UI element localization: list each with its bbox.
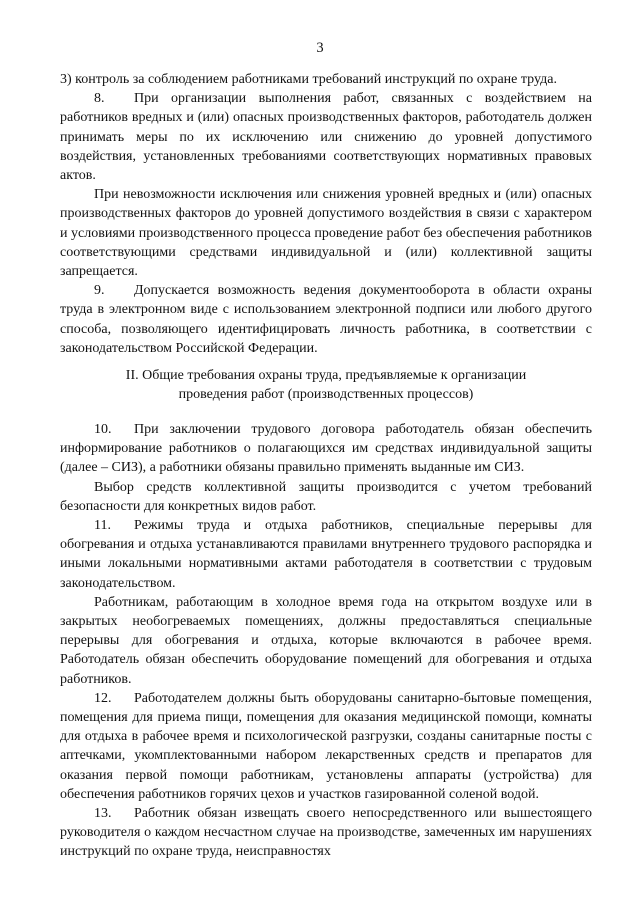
item-number: 9. xyxy=(94,283,105,299)
paragraph xyxy=(60,185,592,281)
paragraph-text: Работник обязан извещать своего непосредственного или вышестоящего руководителя о каждом несчастном случае на производстве, замеченных им нарушениях инструкций по охране труда, неисправностях xyxy=(60,806,592,860)
page-number: 3 xyxy=(316,40,324,56)
item-number: 8. xyxy=(94,91,105,107)
section-title-line-1: II. Общие требования охраны труда, предъявляемые к организации xyxy=(125,368,527,383)
paragraph-12 xyxy=(60,689,592,804)
paragraph-text: Допускается возможность ведения документооборота в области охраны труда в электронном виде с использованием электронной подписи или любого другого способа, позволяющего идентифицировать личность работника, в соответствии с законодательством Российской Федерации. xyxy=(60,283,592,356)
paragraph-8 xyxy=(60,89,592,185)
text-block-top xyxy=(60,70,592,358)
paragraph-text: 3) контроль за соблюдением работниками требований инструкций по охране труда. xyxy=(60,72,557,87)
item-number: 12. xyxy=(94,690,112,706)
paragraph-text: При невозможности исключения или снижения уровней вредных и (или) опасных производственных факторов до уровней допустимого воздействия в связи с характером и условиями производственного процесса проведение работ без обеспечения работников соответствующими средствами индивидуальной и (или) коллективной защиты запрещается. xyxy=(60,187,592,280)
item-number: 11. xyxy=(94,518,111,534)
paragraph xyxy=(60,593,592,689)
paragraph-text: Выбор средств коллективной защиты производится с учетом требований безопасности для конкретных видов работ. xyxy=(60,479,592,514)
paragraph-text: Работодателем должны быть оборудованы санитарно-бытовые помещения, помещения для приема пищи, помещения для оказания медицинской помощи, комнаты для отдыха в рабочее время и психологической разгрузки, созданы санитарные посты с аптечками, укомплектованными набором лекарственных средств и препаратов для оказания первой помощи работникам, установлены аппараты (устройства) для обеспечения работников горячих цехов и участков газированной соленой водой. xyxy=(60,690,592,802)
item-number: 10. xyxy=(94,422,112,437)
paragraph xyxy=(60,478,592,516)
paragraph-10 xyxy=(60,420,592,478)
paragraph-9 xyxy=(60,281,592,358)
text-block-bottom xyxy=(60,420,592,862)
paragraph-11 xyxy=(60,516,592,593)
paragraph-13 xyxy=(60,804,592,862)
section-heading xyxy=(60,366,592,404)
paragraph-text: При заключении трудового договора работодатель обязан обеспечить информирование работников о полагающихся им средствах индивидуальной защиты (далее – СИЗ), а работники обязаны правильно применять выданные им СИЗ. xyxy=(60,422,592,476)
item-number: 13. xyxy=(94,806,112,822)
paragraph xyxy=(60,70,592,89)
paragraph-text: Режимы труда и отдыха работников, специальные перерывы для обогревания и отдыха устанавливаются правилами внутреннего трудового распорядка и иными локальными нормативными актами работодателя в соответствии с трудовым законодательством. xyxy=(60,518,592,591)
paragraph-text: При организации выполнения работ, связанных с воздействием на работников вредных и (или) опасных производственных факторов, работодатель должен принимать меры по их исключению или снижению до уровней допустимого воздействия, установленных требованиями соответствующих нормативных правовых актов. xyxy=(60,91,592,184)
section-title-line-2: проведения работ (производственных процессов) xyxy=(178,387,474,403)
paragraph-text: Работникам, работающим в холодное время года на открытом воздухе или в закрытых необогреваемых помещениях, должны предоставляться специальные перерывы для обогревания и отдыха, которые включаются в рабочее время. Работодатель обязан обеспечить оборудование помещений для обогревания и отдыха работников. xyxy=(60,594,592,687)
